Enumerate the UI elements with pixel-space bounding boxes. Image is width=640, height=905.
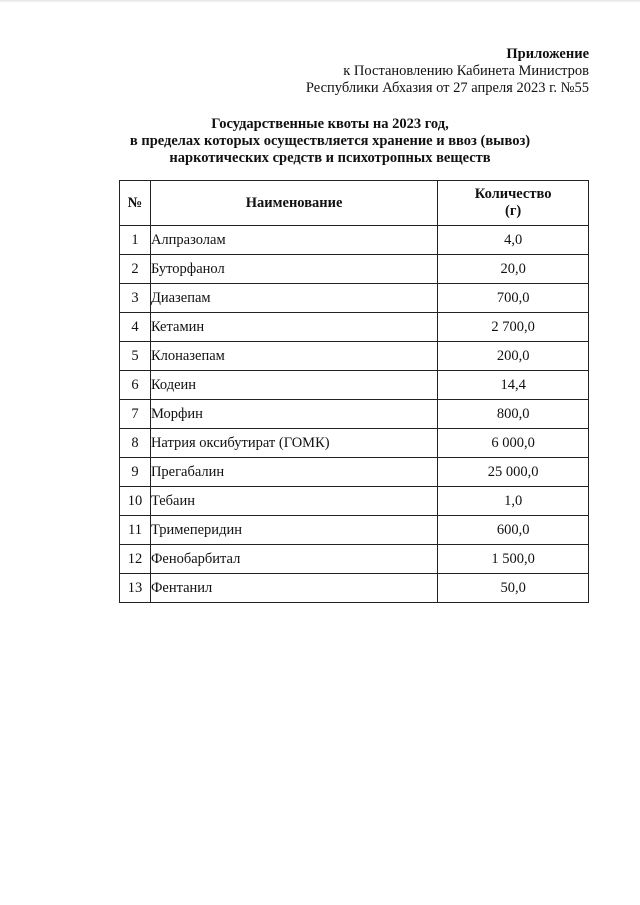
cell-name: Клоназепам <box>150 342 437 371</box>
cell-name: Буторфанол <box>150 255 437 284</box>
header-qty-label: Количество <box>474 186 552 202</box>
cell-qty: 600,0 <box>438 516 589 545</box>
cell-num: 10 <box>120 487 151 516</box>
cell-qty: 14,4 <box>438 371 589 400</box>
cell-num: 6 <box>120 371 151 400</box>
header-num: № <box>120 181 151 226</box>
table-row <box>120 371 589 400</box>
document-title <box>100 116 560 167</box>
table-row <box>120 284 589 313</box>
cell-qty: 20,0 <box>438 255 589 284</box>
cell-qty: 1 500,0 <box>438 545 589 574</box>
cell-qty: 4,0 <box>438 226 589 255</box>
cell-name: Кодеин <box>150 371 437 400</box>
table-header-row <box>120 181 589 226</box>
header-qty <box>438 181 589 226</box>
cell-num: 4 <box>120 313 151 342</box>
cell-name: Тримеперидин <box>150 516 437 545</box>
header-qty-unit: (г) <box>505 203 522 219</box>
cell-name: Фентанил <box>150 574 437 603</box>
cell-num: 9 <box>120 458 151 487</box>
title-line-2: в пределах которых осуществляется хранение и ввоз (вывоз) <box>129 133 531 149</box>
table-row <box>120 255 589 284</box>
header-name: Наименование <box>150 181 437 226</box>
cell-qty: 50,0 <box>438 574 589 603</box>
table-row <box>120 516 589 545</box>
table-row <box>120 545 589 574</box>
cell-qty: 25 000,0 <box>438 458 589 487</box>
cell-num: 11 <box>120 516 151 545</box>
table-body <box>120 226 589 603</box>
cell-qty: 200,0 <box>438 342 589 371</box>
cell-qty: 2 700,0 <box>438 313 589 342</box>
cell-qty: 6 000,0 <box>438 429 589 458</box>
cell-name: Тебаин <box>150 487 437 516</box>
cell-num: 5 <box>120 342 151 371</box>
cell-qty: 700,0 <box>438 284 589 313</box>
appendix-block <box>306 46 589 97</box>
table-row <box>120 429 589 458</box>
cell-name: Кетамин <box>150 313 437 342</box>
cell-num: 2 <box>120 255 151 284</box>
scan-edge <box>0 0 640 3</box>
table-row <box>120 458 589 487</box>
quota-table <box>119 180 589 603</box>
title-line-3: наркотических средств и психотропных веществ <box>169 150 491 166</box>
title-line-1: Государственные квоты на 2023 год, <box>211 116 449 132</box>
appendix-heading: Приложение <box>506 46 589 62</box>
cell-name: Прегабалин <box>150 458 437 487</box>
cell-name: Морфин <box>150 400 437 429</box>
cell-qty: 1,0 <box>438 487 589 516</box>
cell-num: 7 <box>120 400 151 429</box>
cell-num: 1 <box>120 226 151 255</box>
table-row <box>120 574 589 603</box>
cell-num: 3 <box>120 284 151 313</box>
table-row <box>120 226 589 255</box>
cell-name: Натрия оксибутират (ГОМК) <box>150 429 437 458</box>
appendix-line-2: Республики Абхазия от 27 апреля 2023 г. №55 <box>305 80 589 96</box>
cell-num: 12 <box>120 545 151 574</box>
table-row <box>120 342 589 371</box>
appendix-line-1: к Постановлению Кабинета Министров <box>343 63 589 79</box>
table-row <box>120 313 589 342</box>
cell-name: Диазепам <box>150 284 437 313</box>
cell-name: Фенобарбитал <box>150 545 437 574</box>
cell-qty: 800,0 <box>438 400 589 429</box>
cell-num: 8 <box>120 429 151 458</box>
table-row <box>120 487 589 516</box>
cell-name: Алпразолам <box>150 226 437 255</box>
cell-num: 13 <box>120 574 151 603</box>
table-row <box>120 400 589 429</box>
